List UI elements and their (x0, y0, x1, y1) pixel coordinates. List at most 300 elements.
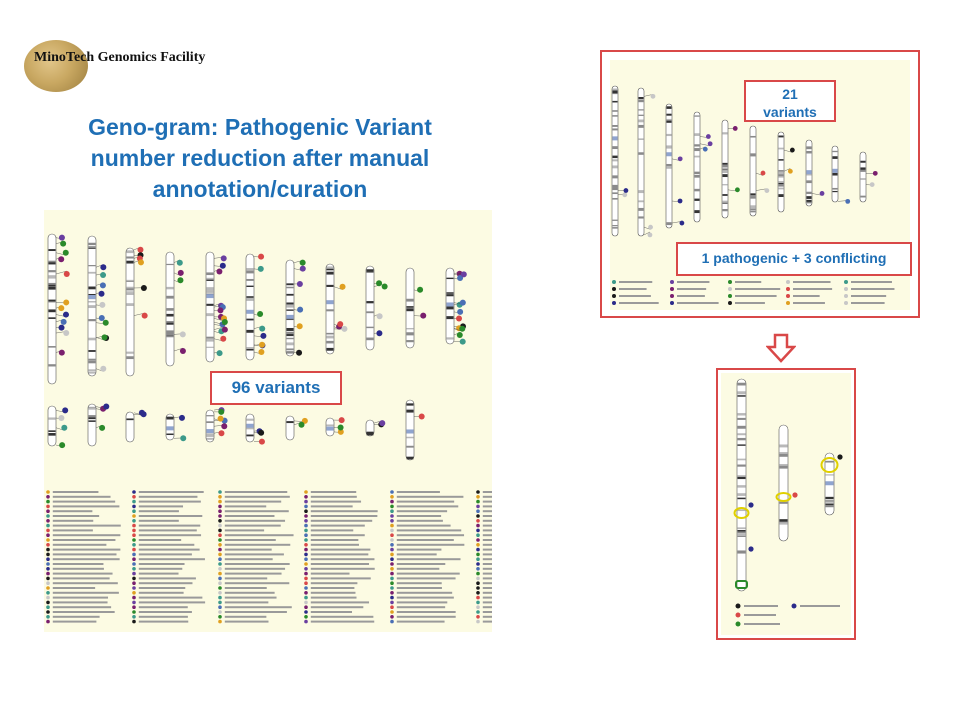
callout-21-variants (744, 80, 836, 122)
legend-swatch (476, 548, 480, 552)
chromosome-band (89, 319, 96, 321)
chromosome-band (738, 475, 746, 477)
chromosome-band (89, 287, 96, 290)
legend-label-line (397, 577, 456, 579)
legend-swatch (304, 543, 308, 547)
chromosome-band (167, 434, 174, 436)
callout-21-label: variants (763, 104, 817, 120)
chromosome-band (780, 454, 788, 457)
chromosome-band (613, 175, 618, 178)
variant-marker (460, 300, 466, 306)
legend-swatch (390, 490, 394, 494)
legend-swatch (46, 543, 50, 547)
variant-marker (748, 546, 753, 551)
variant-marker (138, 259, 144, 265)
chromosome-band (780, 519, 788, 522)
legend-label-line (225, 573, 282, 575)
legend-label-line (311, 621, 374, 623)
chromosome-band (738, 444, 746, 445)
variant-marker (764, 188, 769, 193)
chromosome (694, 112, 700, 222)
chromosome-centromere (833, 169, 838, 173)
legend-swatch (46, 519, 50, 523)
chromosome-band (247, 419, 254, 421)
chromosome-band (127, 288, 134, 290)
legend-swatch (390, 514, 394, 518)
chromosome-band (613, 165, 618, 168)
legend-swatch (218, 500, 222, 504)
legend-label-line (397, 520, 443, 522)
chromosome-band (639, 99, 644, 102)
legend-label-line (483, 529, 492, 531)
legend-label-line (483, 505, 492, 507)
legend-swatch (132, 586, 136, 590)
legend-swatch (304, 495, 308, 499)
legend-swatch (46, 538, 50, 542)
legend-label-line (139, 587, 185, 589)
legend-label-line (53, 592, 119, 594)
chromosome-band (613, 187, 618, 190)
variant-marker (706, 134, 711, 139)
legend-label-line (311, 606, 364, 608)
legend-swatch (476, 605, 480, 609)
chromosome-band (447, 278, 454, 279)
legend-label-line (397, 501, 454, 503)
legend-swatch (390, 572, 394, 576)
chromosome-centromere (667, 152, 672, 156)
legend-swatch (46, 610, 50, 614)
variant-marker (59, 442, 65, 448)
chromosome-band (89, 372, 96, 374)
chromosome-band (695, 133, 700, 136)
chromosome-band (167, 287, 174, 289)
legend-swatch (792, 604, 797, 609)
chromosome-band (127, 303, 134, 306)
variant-marker (102, 334, 108, 340)
chromosome-band (667, 145, 672, 146)
chromosome-band (695, 199, 700, 201)
legend-label-line (677, 295, 705, 297)
chromosome-band (247, 349, 254, 351)
legend-swatch (476, 490, 480, 494)
legend-swatch (132, 605, 136, 609)
chromosome-band (207, 287, 214, 290)
legend-label-line (397, 606, 445, 608)
legend-label-line (53, 597, 108, 599)
chromosome-band (207, 339, 214, 342)
variant-marker (651, 94, 656, 99)
chromosome-centromere (407, 429, 414, 433)
chromosome (126, 412, 134, 442)
legend-label-line (53, 573, 113, 575)
chromosome-band (667, 166, 672, 169)
chromosome-band (613, 110, 618, 112)
chromosome-band (738, 438, 746, 440)
chromosome-band (207, 279, 214, 280)
variant-marker (379, 420, 385, 426)
legend-swatch (390, 601, 394, 605)
chromosome-band (779, 194, 784, 197)
variant-marker (60, 241, 66, 247)
chromosome-band (447, 316, 454, 319)
chromosome-band (613, 125, 618, 127)
variant-marker (58, 415, 64, 421)
chromosome-band (695, 115, 700, 116)
legend-swatch (736, 604, 741, 609)
legend-swatch (46, 509, 50, 513)
legend-swatch (844, 280, 848, 284)
chromosome-band (807, 180, 812, 183)
chromosome-band (826, 497, 834, 499)
variant-marker (177, 277, 183, 283)
chromosome-band (49, 317, 56, 319)
chromosome-band (407, 332, 414, 335)
variant-marker (179, 415, 185, 421)
chromosome-band (613, 115, 618, 117)
variant-marker (708, 141, 713, 146)
chromosome-band (807, 192, 812, 194)
chromosome-band (833, 191, 838, 192)
chromosome-centromere (807, 170, 812, 174)
legend-label-line (311, 573, 350, 575)
chromosome-band (779, 135, 784, 137)
variant-marker (99, 291, 105, 297)
variant-marker (100, 272, 106, 278)
legend-swatch (304, 538, 308, 542)
variant-marker (218, 409, 224, 415)
chromosome-band (407, 308, 414, 311)
legend-label-line (139, 616, 188, 618)
variant-marker (733, 126, 738, 131)
legend-label-line (53, 601, 108, 603)
legend-swatch (476, 524, 480, 528)
legend-swatch (304, 586, 308, 590)
legend-label-line (139, 534, 201, 536)
legend-swatch (46, 490, 50, 494)
legend-swatch (304, 567, 308, 571)
legend-label-line (139, 621, 188, 623)
variant-marker (99, 425, 105, 431)
chromosome-band (327, 309, 334, 311)
variant-marker (457, 332, 463, 338)
legend-label-line (139, 549, 200, 551)
chromosome-band (695, 156, 700, 158)
legend-label-line (53, 505, 120, 507)
legend-label-line (311, 577, 371, 579)
legend-swatch (218, 581, 222, 585)
chromosome (750, 126, 756, 216)
legend-label-line (744, 605, 778, 607)
chromosome-band (167, 314, 174, 317)
legend-label-line (483, 496, 492, 498)
chromosome-band (167, 296, 174, 299)
legend-swatch (218, 577, 222, 581)
chromosome-band (639, 125, 644, 128)
chromosome-band (247, 319, 254, 321)
legend-swatch (218, 562, 222, 566)
legend-label-line (225, 582, 289, 584)
chromosome-band (738, 527, 746, 529)
legend-swatch (390, 610, 394, 614)
legend-label-line (735, 281, 761, 283)
legend-label-line (483, 592, 492, 594)
legend-swatch (390, 596, 394, 600)
legend-label-line (225, 568, 285, 570)
chromosome-band (287, 342, 294, 345)
legend-label-line (619, 281, 652, 283)
chromosome-band (287, 338, 294, 339)
chromosome-band (639, 208, 644, 211)
legend-swatch (476, 538, 480, 542)
legend-swatch (218, 596, 222, 600)
chromosome-band (780, 466, 788, 469)
variant-marker (456, 316, 462, 322)
chromosome-band (89, 350, 96, 352)
legend-swatch (304, 548, 308, 552)
legend-label-line (311, 534, 365, 536)
chromosome-band (89, 415, 96, 417)
chromosome-band (613, 128, 618, 130)
chromosome-band (826, 474, 834, 475)
legend-label-line (225, 563, 290, 565)
variant-marker (259, 326, 265, 332)
variant-marker (678, 156, 683, 161)
chromosome-band (287, 328, 294, 331)
legend-label-line (677, 288, 706, 290)
chromosome-band (751, 197, 756, 199)
legend-swatch (476, 562, 480, 566)
chromosome-band (613, 156, 618, 158)
chromosome-band (751, 211, 756, 212)
chromosome-band (738, 465, 746, 467)
legend-label-line (311, 601, 369, 603)
variant-marker (300, 266, 306, 272)
variant-marker (377, 313, 383, 319)
legend-label-line (225, 544, 290, 546)
legend-swatch (390, 533, 394, 537)
legend-swatch (304, 524, 308, 528)
chromosome-band (639, 115, 644, 116)
legend-swatch (390, 500, 394, 504)
legend-label-line (677, 281, 709, 283)
legend-label-line (53, 525, 121, 527)
legend-swatch (304, 505, 308, 509)
legend-label-line (619, 288, 647, 290)
chromosome-band (807, 146, 812, 149)
legend-swatch (390, 505, 394, 509)
genogram-figure-96 (44, 210, 492, 632)
variant-marker (218, 416, 224, 422)
chromosome-band (639, 152, 644, 155)
chromosome-band (613, 146, 618, 149)
chromosome-band (287, 309, 294, 310)
legend-label-line (483, 549, 492, 551)
chromosome-band (49, 417, 56, 419)
chromosome-band (667, 134, 672, 136)
variant-marker (624, 188, 629, 193)
legend-label-line (53, 549, 121, 551)
chromosome-centromere (327, 300, 334, 304)
variant-marker (382, 283, 388, 289)
chromosome-band (167, 323, 174, 325)
legend-swatch (786, 294, 790, 298)
legend-label-line (139, 515, 202, 517)
variant-marker (180, 348, 186, 354)
chromosome-band (779, 176, 784, 177)
chromosome-band (833, 151, 838, 152)
variant-marker (748, 502, 753, 507)
legend-swatch (304, 490, 308, 494)
legend-swatch (304, 557, 308, 561)
legend-swatch (390, 548, 394, 552)
chromosome-band (49, 287, 56, 290)
chromosome-band (327, 341, 334, 344)
legend-label-line (851, 288, 894, 290)
chromosome-band (639, 109, 644, 110)
chromosome-band (247, 286, 254, 287)
chromosome-band (207, 313, 214, 316)
legend-swatch (46, 500, 50, 504)
chromosome-centromere (247, 424, 254, 428)
chromosome-band (287, 332, 294, 334)
legend-label-line (139, 568, 182, 570)
chromosome-band (861, 170, 866, 172)
legend-label-line (225, 515, 275, 517)
legend-swatch (132, 509, 136, 513)
legend-swatch (132, 519, 136, 523)
legend-label-line (139, 491, 204, 493)
legend-label-line (53, 501, 115, 503)
chromosome-band (833, 173, 838, 176)
variant-marker (461, 271, 467, 277)
legend-swatch (132, 615, 136, 619)
legend-label-line (793, 302, 825, 304)
variant-marker (100, 366, 106, 372)
legend-swatch (46, 557, 50, 561)
chromosome-band (287, 421, 294, 423)
chromosome-band (207, 421, 214, 423)
chromosome-band (167, 264, 174, 265)
legend-label-line (225, 501, 281, 503)
chromosome-band (723, 174, 728, 177)
chromosome-band (207, 272, 214, 275)
legend-label-line (53, 606, 111, 608)
legend-label-line (139, 601, 205, 603)
legend-swatch (132, 490, 136, 494)
chromosome-band (826, 461, 834, 463)
chromosome-band (613, 185, 618, 188)
chromosome-band (327, 272, 334, 275)
legend-label-line (139, 505, 183, 507)
legend-label-line (225, 597, 277, 599)
legend-label-line (744, 623, 780, 625)
chromosome-band (49, 346, 56, 348)
legend-swatch (132, 610, 136, 614)
legend-swatch (218, 567, 222, 571)
chromosome-band (779, 171, 784, 174)
legend-label-line (397, 568, 440, 570)
chromosome-band (327, 266, 334, 268)
legend-label-line (483, 611, 492, 613)
legend-swatch (728, 280, 732, 284)
facility-logo (24, 40, 88, 92)
chromosome-band (407, 457, 414, 460)
legend-swatch (46, 577, 50, 581)
legend-label-line (800, 605, 840, 607)
chromosome-band (723, 194, 728, 196)
chromosome-band (287, 348, 294, 350)
legend-swatch (736, 613, 741, 618)
chromosome-band (49, 364, 56, 366)
chromosome-band (287, 334, 294, 336)
legend-label-line (397, 544, 465, 546)
chromosome-band (861, 161, 866, 163)
legend-swatch (218, 586, 222, 590)
chromosome-band (723, 209, 728, 211)
variant-marker (873, 171, 878, 176)
variant-marker (297, 281, 303, 287)
legend-swatch (390, 524, 394, 528)
variant-marker (142, 313, 148, 319)
chromosome-band (833, 156, 838, 159)
variant-marker (622, 192, 627, 197)
legend-swatch (46, 591, 50, 595)
chromosome-band (751, 195, 756, 197)
chromosome (206, 252, 214, 362)
chromosome-band (287, 283, 294, 285)
chromosome-band (779, 148, 784, 150)
variant-marker (141, 285, 147, 291)
chromosome-band (807, 196, 812, 199)
chromosome-band (779, 159, 784, 161)
variant-marker (100, 264, 106, 270)
chromosome-band (738, 485, 746, 487)
chromosome-band (738, 498, 746, 500)
chromosome-band (207, 290, 214, 293)
chromosome-centromere (447, 302, 454, 306)
chromosome-band (207, 337, 214, 339)
chromosome-band (695, 144, 700, 146)
chromosome-band (327, 424, 334, 426)
chromosome-band (751, 153, 756, 156)
chromosome-centromere (247, 310, 254, 314)
chromosome-band (639, 121, 644, 122)
legend-label-line (483, 553, 492, 555)
legend-label-line (311, 582, 358, 584)
legend-label-line (139, 558, 205, 560)
chromosome-band (779, 174, 784, 176)
chromosome-band (695, 172, 700, 174)
legend-label-line (397, 510, 447, 512)
legend-label-line (53, 611, 115, 613)
legend-label-line (397, 529, 461, 531)
variant-marker (339, 417, 345, 423)
chromosome-band (826, 501, 834, 502)
legend-swatch (476, 615, 480, 619)
legend-swatch (132, 505, 136, 509)
legend-label-line (397, 539, 454, 541)
chromosome (286, 260, 294, 356)
variant-marker (258, 430, 264, 436)
legend-label-line (311, 501, 361, 503)
legend-label-line (53, 539, 116, 541)
chromosome (206, 410, 214, 442)
legend-swatch (390, 586, 394, 590)
chromosome (366, 266, 374, 350)
chromosome-band (287, 302, 294, 304)
legend-swatch (390, 562, 394, 566)
chromosome-band (723, 201, 728, 203)
